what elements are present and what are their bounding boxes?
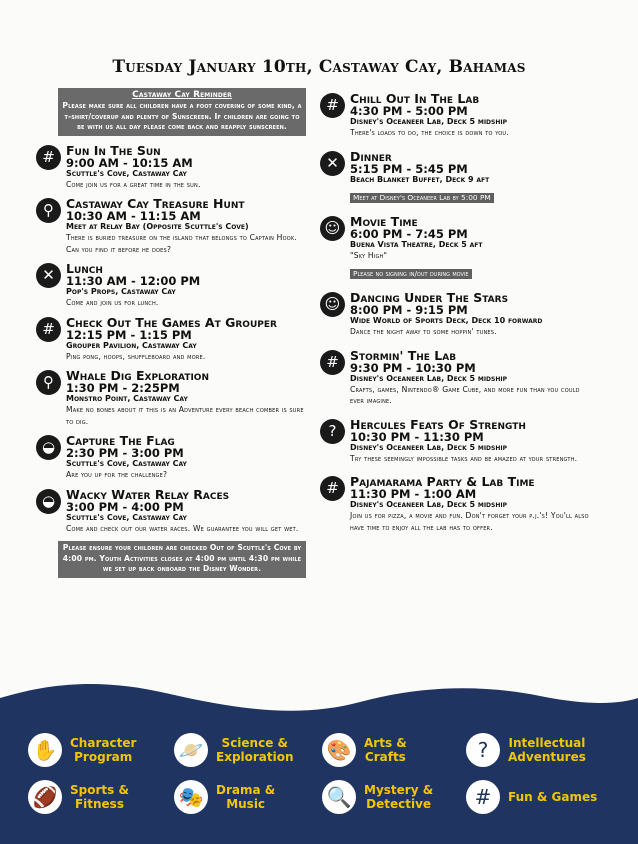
event-name: Wacky Water Relay Races <box>66 486 230 502</box>
event-time: 3:00 PM - 4:00 PM <box>66 499 184 514</box>
legend-item <box>28 780 129 814</box>
event-note: Meet at Disney's Oceaneer Lab by 5:00 PM <box>350 193 494 203</box>
event-location: Disney's Oceaneer Lab, Deck 5 midship <box>350 373 508 383</box>
schedule-event <box>36 262 308 309</box>
event-name: Stormin' The Lab <box>350 347 457 363</box>
reminder-heading: Castaway Cay Reminder <box>132 90 232 100</box>
legend-label-line2: Fitness <box>74 797 124 811</box>
schedule-event <box>320 291 590 338</box>
event-description: Come join us for a great time in the sun. <box>66 179 201 189</box>
question-mark-icon: ? <box>466 733 500 767</box>
tic-tac-toe-icon: # <box>320 476 345 501</box>
legend-item <box>322 733 407 767</box>
right-column <box>320 92 590 544</box>
legend-label <box>216 783 275 811</box>
event-name: Dancing Under The Stars <box>350 290 509 305</box>
football-icon: 🏈 <box>28 780 62 814</box>
event-name: Dinner <box>350 148 392 164</box>
schedule-event <box>36 434 308 481</box>
fork-knife-icon: ✕ <box>320 151 345 176</box>
event-time: 9:30 PM - 10:30 PM <box>350 360 476 375</box>
event-note: Please no signing in/out during movie <box>350 269 472 279</box>
event-name: Whale Dig Exploration <box>66 368 209 383</box>
legend-label-line1: Sports & <box>70 783 129 797</box>
event-location: Meet at Relay Bay (Opposite Scuttle's Cove) <box>66 222 249 231</box>
event-name: Hercules Feats Of Strength <box>350 416 526 432</box>
left-event-list <box>36 144 308 535</box>
event-name: Capture The Flag <box>66 433 175 448</box>
event-location: Scuttle's Cove, Castaway Cay <box>66 512 187 522</box>
page-title: Tuesday January 10th, Castaway Cay, Bahamas <box>112 57 526 77</box>
event-time: 1:30 PM - 2:25PM <box>66 381 180 395</box>
legend-label-line2: Exploration <box>216 750 294 764</box>
event-time: 8:00 PM - 9:15 PM <box>350 303 468 317</box>
event-time: 10:30 AM - 11:15 AM <box>66 209 201 223</box>
event-description: There's loads to do, the choice is down to you. <box>350 128 509 137</box>
schedule-event <box>320 92 590 139</box>
legend-item <box>174 780 275 814</box>
magnifier-icon: ⚲ <box>36 198 61 223</box>
left-column <box>36 88 308 578</box>
schedule-event <box>36 488 308 535</box>
schedule-event <box>320 215 590 281</box>
event-name: Lunch <box>66 261 103 276</box>
event-description: There is buried treasure on the island that belongs to Captain Hook. Can you find it before he does? <box>66 233 297 254</box>
legend-label-line1: Character <box>70 736 137 750</box>
event-name: Castaway Cay Treasure Hunt <box>66 196 245 211</box>
schedule-event <box>36 197 308 255</box>
legend-label-line1: Mystery & <box>364 783 434 797</box>
theater-masks-icon: ☺ <box>320 216 345 241</box>
event-time: 6:00 PM - 7:45 PM <box>350 226 468 241</box>
event-description: Crafts, games, Nintendo® Game Cube, and more fun than you could ever imagine. <box>350 384 580 405</box>
schedule-event <box>320 349 590 407</box>
tic-tac-toe-icon: # <box>466 780 500 814</box>
theater-masks-icon: ☺ <box>320 292 345 317</box>
event-location: Grouper Pavilion, Castaway Cay <box>66 340 197 350</box>
event-description: "Sky High" <box>350 250 388 260</box>
magnifier-icon: ⚲ <box>36 370 61 395</box>
reminder-text: Please make sure all children have a foot covering of some kind, a t-shirt/coverup and plenty of Sunscreen. If children are going to be with us all day please come back and reapply sunscreen. <box>62 101 302 131</box>
reminder-box <box>58 88 306 136</box>
event-location: Disney's Oceaneer Lab, Deck 5 midship <box>350 117 508 126</box>
legend-label-line2: Adventures <box>508 750 586 764</box>
legend-label <box>364 736 407 764</box>
question-mark-icon: ? <box>320 419 345 444</box>
event-description: Try these seemingly impossible tasks and be amazed at your strength. <box>350 453 578 463</box>
event-time: 10:30 PM - 11:30 PM <box>350 429 484 444</box>
palette-icon: 🎨 <box>322 733 356 767</box>
event-time: 12:15 PM - 1:15 PM <box>66 327 192 342</box>
legend-label-line1: Arts & <box>364 736 407 750</box>
tic-tac-toe-icon: # <box>36 145 61 170</box>
event-description: Ping pong, hoops, shuffleboard and more. <box>66 351 206 361</box>
right-event-list <box>320 92 590 533</box>
theater-masks-icon: 🎭 <box>174 780 208 814</box>
planet-icon: 🪐 <box>174 733 208 767</box>
event-name: Fun In The Sun <box>66 142 161 158</box>
event-location: Disney's Oceaneer Lab, Deck 5 midship <box>350 500 508 509</box>
event-time: 11:30 PM - 1:00 AM <box>350 487 477 501</box>
event-location: Pop's Props, Castaway Cay <box>66 287 176 296</box>
checkout-note: Please ensure your children are checked Out of Scuttle's Cove by 4:00 pm. Youth Activities closes at 4:00 pm until 4:30 pm while we set up back onboard the Disney Wonder. <box>58 541 306 578</box>
legend-item <box>466 780 597 814</box>
schedule-event <box>320 418 590 465</box>
event-time: 4:30 PM - 5:00 PM <box>350 104 468 118</box>
legend-label <box>70 736 136 764</box>
event-location: Beach Blanket Buffet, Deck 9 aft <box>350 174 490 184</box>
schedule-event <box>36 369 308 427</box>
legend-item <box>466 733 586 767</box>
event-location: Scuttle's Cove, Castaway Cay <box>66 168 187 178</box>
event-name: Movie Time <box>350 213 418 229</box>
legend-label <box>364 783 433 811</box>
legend-label <box>70 783 129 811</box>
event-description: Make no bones about it this is an Adventure every beach comber is sure to dig. <box>66 405 304 426</box>
event-description: Join us for pizza, a movie and fun. Don't forget your p.j.'s! You'll also have time to enjoy all the lab has to offer. <box>350 511 589 532</box>
football-icon: ◒ <box>36 435 61 460</box>
legend-label-line1: Fun & Games <box>508 790 598 804</box>
legend-label-line1: Intellectual <box>508 736 586 750</box>
legend-label-line2: Program <box>74 750 133 764</box>
event-name: Chill Out In The Lab <box>350 91 480 106</box>
event-location: Disney's Oceaneer Lab, Deck 5 midship <box>350 442 508 452</box>
legend-item <box>28 733 136 767</box>
schedule-event <box>320 475 590 533</box>
event-time: 11:30 AM - 12:00 PM <box>66 274 201 288</box>
schedule-event <box>36 316 308 363</box>
legend-item <box>174 733 294 767</box>
football-icon: ◒ <box>36 489 61 514</box>
event-time: 2:30 PM - 3:00 PM <box>66 446 184 460</box>
event-location: Scuttle's Cove, Castaway Cay <box>66 459 187 468</box>
legend-label-line1: Drama & <box>216 783 276 797</box>
event-description: Come and check out our water races. We guarantee you will get wet. <box>66 523 299 533</box>
legend-label <box>216 736 294 764</box>
legend-label-line1: Science & <box>221 736 288 750</box>
event-description: Come and join us for lunch. <box>66 298 159 307</box>
legend-label <box>508 736 586 764</box>
legend-label-line2: Music <box>226 797 266 811</box>
legend-label-line2: Crafts <box>364 750 406 764</box>
event-time: 9:00 AM - 10:15 AM <box>66 155 193 170</box>
magnifier-icon: 🔍 <box>322 780 356 814</box>
event-name: Pajamarama Party & Lab Time <box>350 474 535 489</box>
tic-tac-toe-icon: # <box>320 350 345 375</box>
event-location: Monstro Point, Castaway Cay <box>66 394 188 403</box>
tic-tac-toe-icon: # <box>320 93 345 118</box>
event-description: Dance the night away to some hoppin' tunes. <box>350 327 497 336</box>
schedule-event <box>36 144 308 191</box>
event-location: Wide World of Sports Deck, Deck 10 forward <box>350 316 543 325</box>
tic-tac-toe-icon: # <box>36 317 61 342</box>
legend-label-line2: Detective <box>366 797 432 811</box>
fork-knife-icon: ✕ <box>36 263 61 288</box>
glove-icon: ✋ <box>28 733 62 767</box>
event-location: Buena Vista Theatre, Deck 5 aft <box>350 239 483 249</box>
legend-item <box>322 780 433 814</box>
legend-label <box>508 790 597 804</box>
event-time: 5:15 PM - 5:45 PM <box>350 161 468 176</box>
event-description: Are you up for the challenge? <box>66 470 168 479</box>
event-name: Check Out The Games At Grouper <box>66 314 277 330</box>
schedule-event <box>320 150 590 204</box>
